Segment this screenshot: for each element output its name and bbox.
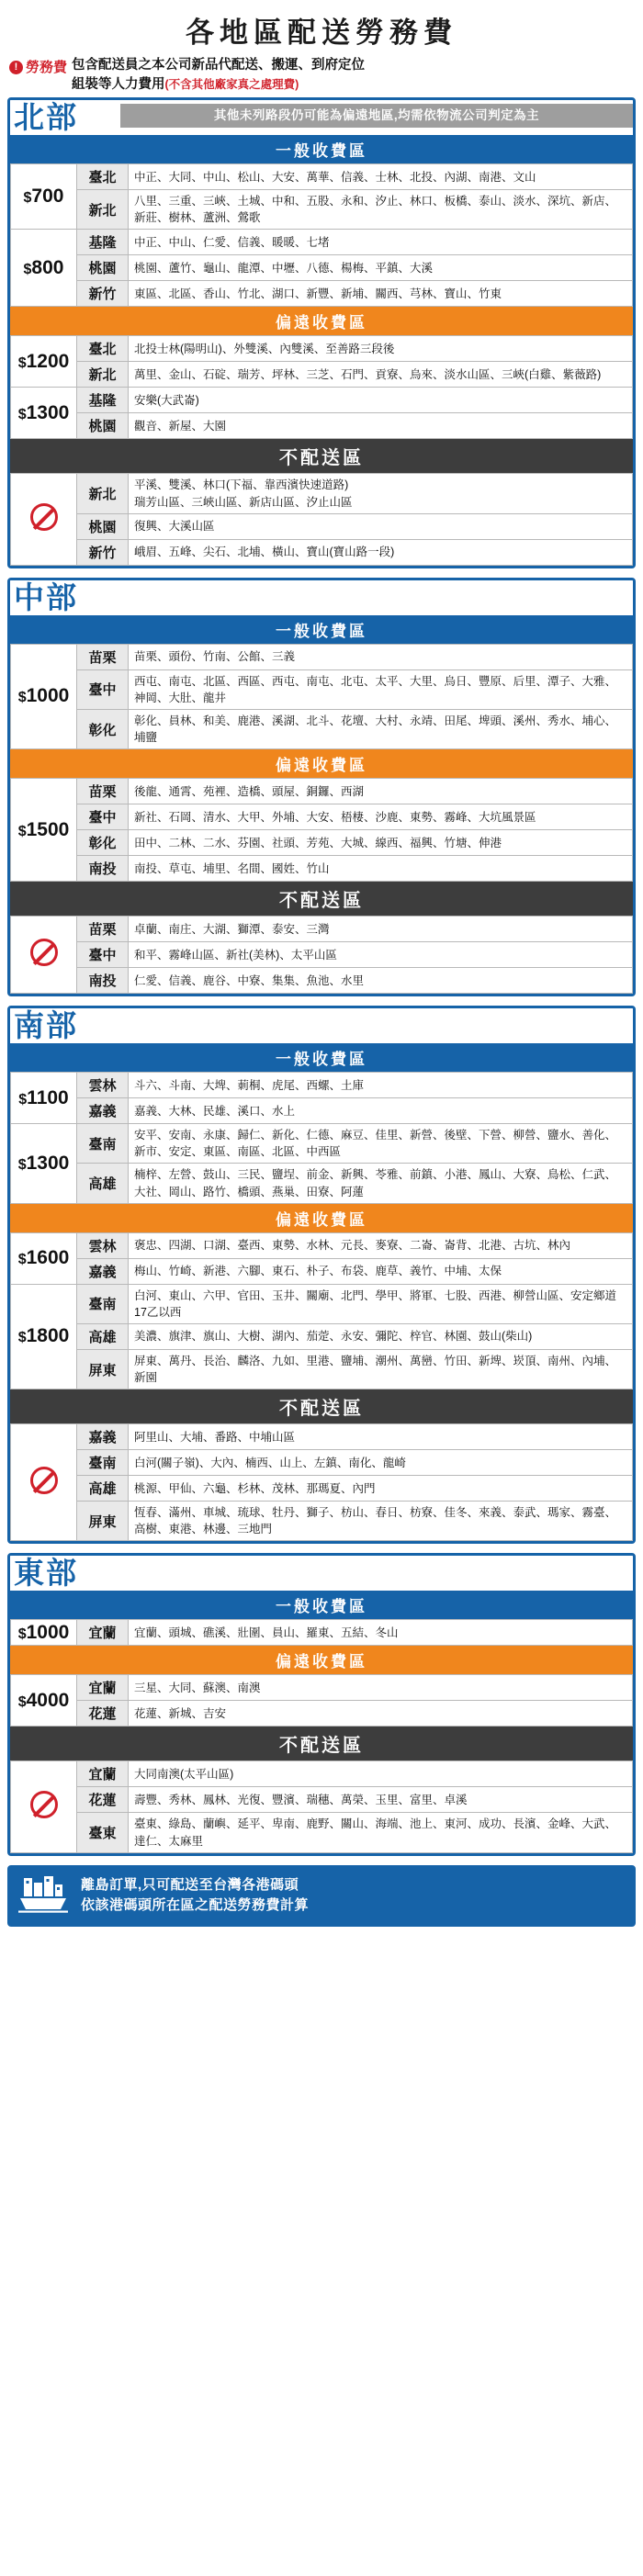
areas-cell: 美濃、旗津、旗山、大樹、湖內、茄萣、永安、彌陀、梓官、林園、鼓山(柴山) — [129, 1323, 633, 1349]
table-row — [11, 804, 633, 830]
areas-cell: 苗栗、頭份、竹南、公館、三義 — [129, 644, 633, 669]
city-cell: 臺東 — [77, 1813, 129, 1852]
areas-cell: 復興、大溪山區 — [129, 513, 633, 539]
price-cell: $1500 — [11, 779, 77, 882]
table-row — [11, 1258, 633, 1284]
price-cell: $1000 — [11, 644, 77, 749]
region-title: 北部 — [10, 100, 120, 135]
remote-fee-table — [10, 335, 633, 439]
fee-note-badge — [9, 56, 67, 76]
city-cell: 臺南 — [77, 1284, 129, 1323]
areas-cell: 東區、北區、香山、竹北、湖口、新豐、新埔、關西、芎林、寶山、竹東 — [129, 281, 633, 307]
region-block — [7, 578, 636, 997]
ship-icon — [18, 1874, 68, 1918]
table-row — [11, 362, 633, 388]
region-header — [10, 1556, 633, 1591]
region-block — [7, 1553, 636, 1855]
price-cell: $800 — [11, 230, 77, 307]
table-row — [11, 968, 633, 994]
band-remote-header: 偏遠收費區 — [10, 307, 633, 335]
areas-cell: 嘉義、大林、民雄、溪口、水上 — [129, 1098, 633, 1124]
areas-cell: 白河、東山、六甲、官田、玉井、關廟、北門、學甲、將軍、七股、西港、柳營山區、安定鄉道17乙以西 — [129, 1284, 633, 1323]
areas-cell: 楠梓、左營、鼓山、三民、鹽埕、前金、新興、苓雅、前鎮、小港、鳳山、大寮、鳥松、仁武、大社、岡山、路竹、橋頭、燕巢、田寮、阿蓮 — [129, 1164, 633, 1203]
table-row — [11, 1450, 633, 1476]
table-row — [11, 830, 633, 856]
areas-cell: 安樂(大武崙) — [129, 388, 633, 413]
areas-cell: 新社、石岡、清水、大甲、外埔、大安、梧棲、沙鹿、東勢、霧峰、大坑風景區 — [129, 804, 633, 830]
areas-cell: 後龍、通霄、苑裡、造橋、頭屋、銅鑼、西湖 — [129, 779, 633, 804]
region-title: 中部 — [10, 580, 120, 615]
normal-fee-table — [10, 1072, 633, 1204]
table-row — [11, 1813, 633, 1852]
table-row — [11, 1620, 633, 1646]
city-cell: 宜蘭 — [77, 1761, 129, 1787]
city-cell: 臺北 — [77, 164, 129, 190]
no-delivery-table — [10, 1760, 633, 1852]
table-row — [11, 669, 633, 709]
areas-cell: 桃源、甲仙、六龜、杉林、茂林、那瑪夏、內門 — [129, 1476, 633, 1502]
city-cell: 桃園 — [77, 413, 129, 439]
areas-cell: 梅山、竹崎、新港、六腳、東石、朴子、布袋、鹿草、義竹、中埔、太保 — [129, 1258, 633, 1284]
region-block — [7, 97, 636, 568]
table-row — [11, 1124, 633, 1164]
page-title: 各地區配送勞務費 — [186, 17, 457, 49]
table-row — [11, 779, 633, 804]
fee-note-line1: 包含配送員之本公司新品代配送、搬運、到府定位 — [72, 58, 366, 73]
areas-cell: 南投、草屯、埔里、名間、國姓、竹山 — [129, 856, 633, 882]
band-remote-header: 偏遠收費區 — [10, 1204, 633, 1232]
city-cell: 新北 — [77, 190, 129, 230]
areas-cell: 中正、大同、中山、松山、大安、萬華、信義、士林、北投、內湖、南港、文山 — [129, 164, 633, 190]
areas-cell: 臺東、綠島、蘭嶼、延平、卑南、鹿野、關山、海端、池上、東河、成功、長濱、金峰、大武、達仁、太麻里 — [129, 1813, 633, 1852]
band-normal-header: 一般收費區 — [10, 1043, 633, 1072]
no-delivery-icon — [11, 917, 77, 994]
no-delivery-icon — [11, 474, 77, 565]
table-row — [11, 388, 633, 413]
city-cell: 基隆 — [77, 230, 129, 255]
fee-note — [0, 56, 643, 97]
band-none-header: 不配送區 — [10, 882, 633, 916]
remote-fee-table — [10, 1232, 633, 1390]
areas-cell: 三星、大同、蘇澳、南澳 — [129, 1675, 633, 1701]
city-cell: 苗栗 — [77, 644, 129, 669]
remote-fee-table — [10, 1674, 633, 1727]
region-block — [7, 1006, 636, 1544]
city-cell: 雲林 — [77, 1073, 129, 1098]
price-cell: $700 — [11, 164, 77, 230]
table-row — [11, 255, 633, 281]
band-normal-header: 一般收費區 — [10, 615, 633, 644]
table-row — [11, 1164, 633, 1203]
table-row — [11, 336, 633, 362]
city-cell: 嘉義 — [77, 1258, 129, 1284]
fee-note-line2: 組裝等人力費用 — [72, 76, 165, 92]
exclamation-icon: ! — [9, 61, 23, 74]
table-row — [11, 1424, 633, 1450]
areas-cell: 北投士林(陽明山)、外雙溪、內雙溪、至善路三段後 — [129, 336, 633, 362]
city-cell: 桃園 — [77, 513, 129, 539]
table-row — [11, 1761, 633, 1787]
price-cell: $1000 — [11, 1620, 77, 1646]
city-cell: 宜蘭 — [77, 1675, 129, 1701]
band-remote-header: 偏遠收費區 — [10, 749, 633, 778]
price-cell: $1100 — [11, 1073, 77, 1124]
region-header — [10, 1008, 633, 1043]
city-cell: 臺北 — [77, 336, 129, 362]
city-cell: 屏東 — [77, 1502, 129, 1541]
city-cell: 宜蘭 — [77, 1620, 129, 1646]
band-remote-header: 偏遠收費區 — [10, 1646, 633, 1674]
table-row — [11, 644, 633, 669]
table-row — [11, 1675, 633, 1701]
city-cell: 苗栗 — [77, 779, 129, 804]
areas-cell: 彰化、員林、和美、鹿港、溪湖、北斗、花壇、大村、永靖、田尾、埤頭、溪州、秀水、埔心、埔鹽 — [129, 709, 633, 748]
city-cell: 苗栗 — [77, 917, 129, 942]
city-cell: 臺南 — [77, 1124, 129, 1164]
city-cell: 臺中 — [77, 942, 129, 968]
table-row — [11, 1476, 633, 1502]
table-row — [11, 1323, 633, 1349]
no-delivery-icon — [11, 1761, 77, 1852]
table-row — [11, 474, 633, 513]
footer-line2: 依該港碼頭所在區之配送勞務費計算 — [81, 1897, 310, 1914]
band-none-header: 不配送區 — [10, 1389, 633, 1423]
city-cell: 新北 — [77, 474, 129, 513]
areas-cell: 壽豐、秀林、鳳林、光復、豐濱、瑞穗、萬榮、玉里、富里、卓溪 — [129, 1787, 633, 1813]
city-cell: 嘉義 — [77, 1098, 129, 1124]
band-normal-header: 一般收費區 — [10, 135, 633, 163]
table-row — [11, 856, 633, 882]
areas-cell: 大同南澳(太平山區) — [129, 1761, 633, 1787]
city-cell: 雲林 — [77, 1232, 129, 1258]
areas-cell: 安平、安南、永康、歸仁、新化、仁德、麻豆、佳里、新營、後壁、下營、柳營、鹽水、善化、新市、安定、東區、南區、北區、中西區 — [129, 1124, 633, 1164]
areas-cell: 宜蘭、頭城、礁溪、壯圍、員山、羅東、五結、冬山 — [129, 1620, 633, 1646]
areas-cell: 花蓮、新城、吉安 — [129, 1701, 633, 1727]
city-cell: 高雄 — [77, 1476, 129, 1502]
table-row — [11, 281, 633, 307]
table-row — [11, 1073, 633, 1098]
areas-cell: 和平、霧峰山區、新社(美林)、太平山區 — [129, 942, 633, 968]
table-row — [11, 230, 633, 255]
city-cell: 彰化 — [77, 830, 129, 856]
price-cell: $1600 — [11, 1232, 77, 1284]
city-cell: 新北 — [77, 362, 129, 388]
regions-container — [0, 97, 643, 1856]
band-normal-header: 一般收費區 — [10, 1591, 633, 1619]
city-cell: 嘉義 — [77, 1424, 129, 1450]
fee-note-label: 勞務費 — [26, 60, 68, 75]
band-none-header: 不配送區 — [10, 1727, 633, 1760]
city-cell: 臺中 — [77, 804, 129, 830]
fee-note-body — [69, 56, 365, 94]
areas-cell: 恆春、滿州、車城、琉球、牡丹、獅子、枋山、春日、枋寮、佳冬、來義、泰武、瑪家、霧臺、高樹、東港、林邊、三地門 — [129, 1502, 633, 1541]
no-delivery-table — [10, 916, 633, 994]
city-cell: 新竹 — [77, 281, 129, 307]
city-cell: 高雄 — [77, 1323, 129, 1349]
price-cell: $1800 — [11, 1284, 77, 1389]
table-row — [11, 942, 633, 968]
region-header — [10, 580, 633, 615]
price-cell: $4000 — [11, 1675, 77, 1727]
table-row — [11, 1701, 633, 1727]
areas-cell: 斗六、斗南、大埤、莿桐、虎尾、西螺、土庫 — [129, 1073, 633, 1098]
price-cell: $1200 — [11, 336, 77, 388]
fee-note-line2-wrap — [72, 75, 365, 95]
table-row — [11, 164, 633, 190]
table-row — [11, 1349, 633, 1389]
price-cell: $1300 — [11, 1124, 77, 1204]
table-row — [11, 1098, 633, 1124]
city-cell: 臺南 — [77, 1450, 129, 1476]
footer-banner — [7, 1865, 636, 1927]
table-row — [11, 190, 633, 230]
table-row — [11, 413, 633, 439]
areas-cell: 桃園、蘆竹、龜山、龍潭、中壢、八德、楊梅、平鎮、大溪 — [129, 255, 633, 281]
areas-cell: 中正、中山、仁愛、信義、暖暖、七堵 — [129, 230, 633, 255]
region-note: 其他未列路段仍可能為偏遠地區,均需依物流公司判定為主 — [120, 104, 633, 128]
table-row — [11, 1787, 633, 1813]
areas-cell: 阿里山、大埔、番路、中埔山區 — [129, 1424, 633, 1450]
table-row — [11, 513, 633, 539]
city-cell: 花蓮 — [77, 1787, 129, 1813]
city-cell: 南投 — [77, 856, 129, 882]
footer-line1: 離島訂單,只可配送至台灣各港碼頭 — [81, 1876, 299, 1893]
table-row — [11, 1284, 633, 1323]
no-delivery-table — [10, 1423, 633, 1541]
table-row — [11, 1502, 633, 1541]
table-row — [11, 709, 633, 748]
city-cell: 花蓮 — [77, 1701, 129, 1727]
areas-cell: 西屯、南屯、北區、西區、西屯、南屯、北屯、太平、大里、烏日、豐原、后里、潭子、大雅、神岡、大肚、龍井 — [129, 669, 633, 709]
areas-cell: 平溪、雙溪、林口(下福、靠西濱快速道路) 瑞芳山區、三峽山區、新店山區、汐止山區 — [129, 474, 633, 513]
city-cell: 彰化 — [77, 709, 129, 748]
areas-cell: 屏東、萬丹、長治、麟洛、九如、里港、鹽埔、潮州、萬巒、竹田、新埤、崁頂、南州、內埔、新園 — [129, 1349, 633, 1389]
normal-fee-table — [10, 644, 633, 750]
city-cell: 高雄 — [77, 1164, 129, 1203]
no-delivery-table — [10, 473, 633, 565]
city-cell: 基隆 — [77, 388, 129, 413]
fee-note-sub: (不含其他廠家真之處理費) — [164, 77, 299, 91]
areas-cell: 卓蘭、南庄、大湖、獅潭、泰安、三灣 — [129, 917, 633, 942]
normal-fee-table — [10, 1619, 633, 1646]
table-row — [11, 539, 633, 565]
table-row — [11, 1232, 633, 1258]
areas-cell: 峨眉、五峰、尖石、北埔、橫山、寶山(寶山路一段) — [129, 539, 633, 565]
city-cell: 屏東 — [77, 1349, 129, 1389]
areas-cell: 萬里、金山、石碇、瑞芳、坪林、三芝、石門、貢寮、烏來、淡水山區、三峽(白雞、紫薇路) — [129, 362, 633, 388]
normal-fee-table — [10, 163, 633, 307]
areas-cell: 褒忠、四湖、口湖、臺西、東勢、水林、元長、麥寮、二崙、崙背、北港、古坑、林內 — [129, 1232, 633, 1258]
city-cell: 桃園 — [77, 255, 129, 281]
city-cell: 南投 — [77, 968, 129, 994]
region-header — [10, 100, 633, 135]
areas-cell: 田中、二林、二水、芬園、社頭、芳苑、大城、線西、福興、竹塘、伸港 — [129, 830, 633, 856]
footer-text — [81, 1875, 309, 1917]
areas-cell: 八里、三重、三峽、土城、中和、五股、永和、汐止、林口、板橋、泰山、淡水、深坑、新店、新莊、樹林、蘆洲、鶯歌 — [129, 190, 633, 230]
areas-cell: 仁愛、信義、鹿谷、中寮、集集、魚池、水里 — [129, 968, 633, 994]
region-title: 南部 — [10, 1008, 120, 1043]
remote-fee-table — [10, 778, 633, 882]
city-cell: 臺中 — [77, 669, 129, 709]
region-title: 東部 — [10, 1556, 120, 1591]
price-cell: $1300 — [11, 388, 77, 439]
no-delivery-icon — [11, 1424, 77, 1541]
table-row — [11, 917, 633, 942]
areas-cell: 白河(關子嶺)、大內、楠西、山上、左鎮、南化、龍崎 — [129, 1450, 633, 1476]
areas-cell: 觀音、新屋、大園 — [129, 413, 633, 439]
band-none-header: 不配送區 — [10, 439, 633, 473]
city-cell: 新竹 — [77, 539, 129, 565]
